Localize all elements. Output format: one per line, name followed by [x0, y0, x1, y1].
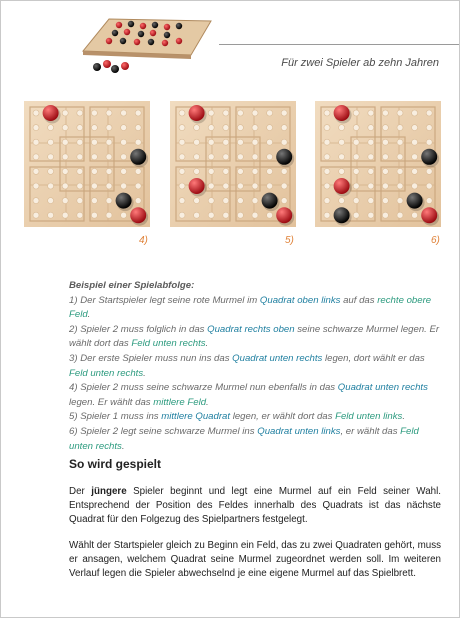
red-marble [116, 22, 122, 28]
rules-paragraph-1: Der jüngere Spieler beginnt und legt eine Murmel auf ein Feld seiner Wahl. Entsprechend der Position des Feldes innerhalb des Quadrats ist das nächste Quadrat für den Folgezug des Spielpartners festgelegt. [69, 486, 441, 525]
black-marble [120, 38, 126, 44]
sequence-step: 2) Spieler 2 muss folglich in das Quadrat rechts oben seine schwarze Murmel legen. Er wählt dort das Feld unten rechts. [69, 323, 440, 350]
sequence-step: 4) Spieler 2 muss seine schwarze Murmel nun ebenfalls in das Quadrat unten rechts legen. Er wählt das mittlere Feld. [69, 382, 428, 408]
red-marble [164, 24, 170, 30]
black-marble [176, 23, 182, 29]
board-diagram-4 [24, 101, 150, 227]
red-marble [162, 40, 168, 46]
red-marble [140, 23, 146, 29]
rules-paragraph-2: Wählt der Startspieler gleich zu Beginn ein Feld, das zu zwei Quadraten gehört, muss er ansagen, welchem Quadrat seine Murmel zugeordnet werden soll. Im weiteren Verlauf legen die Spieler abwechselnd je eine eigene Murmel auf das Spielbrett. [69, 540, 441, 579]
sequence-step: 6) Spieler 2 legt seine schwarze Murmel ins Quadrat unten links, er wählt das Feld unten rechts. [69, 425, 419, 452]
game-board-photo [79, 11, 219, 83]
red-marble [150, 30, 156, 36]
section-title: So wird gespielt [69, 457, 162, 471]
example-sequence [69, 279, 441, 454]
sequence-step: 5) Spieler 1 muss ins mittlere Quadrat legen, er wählt dort das Feld unten links. [69, 411, 405, 423]
red-marble [124, 29, 130, 35]
board-label-6: 6) [431, 235, 440, 246]
black-marble [148, 39, 154, 45]
black-marble [112, 30, 118, 36]
board-diagram-6 [315, 101, 441, 227]
red-marble [106, 38, 112, 44]
black-marble [128, 21, 134, 27]
sequence-title: Beispiel einer Spielabfolge: [69, 280, 195, 291]
red-marble [176, 38, 182, 44]
black-marble [138, 31, 144, 37]
board-label-4: 4) [139, 235, 148, 246]
red-marble [134, 39, 140, 45]
sequence-step: 3) Der erste Spieler muss nun ins das Quadrat unten rechts legen, dort wählt er das Feld unten rechts. [69, 352, 425, 379]
audience-subtitle: Für zwei Spieler ab zehn Jahren [281, 57, 439, 69]
black-marble [164, 32, 170, 38]
header-rule [219, 44, 459, 45]
sequence-step: 1) Der Startspieler legt seine rote Murmel im Quadrat oben links auf das rechte obere Feld. [69, 294, 432, 321]
board-diagram-5 [170, 101, 296, 227]
black-marble [152, 22, 158, 28]
sequence-list [69, 294, 441, 455]
board-label-5: 5) [285, 235, 294, 246]
